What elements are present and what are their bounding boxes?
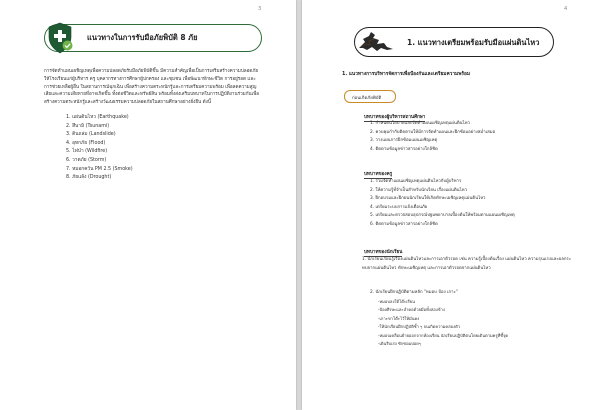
admin-item: 4. ติดตามข้อมูลข่าวสารอย่างใกล้ชิด xyxy=(370,146,438,152)
hazard-item: 1. แผ่นดินไหว (Earthquake) xyxy=(66,115,129,120)
before-disaster-text: ก่อนเกิดภัยพิบัติ xyxy=(352,95,382,101)
check-badge-icon xyxy=(62,40,73,51)
admin-item: 3. วางแผนการฝึกซ้อมแผนเผชิญเหตุ xyxy=(370,138,438,144)
hazard-item: 6. วาตภัย (Storm) xyxy=(66,158,107,163)
hazard-item: 7. หมอกควัน PM 2.5 (Smoke) xyxy=(66,166,133,172)
admin-item: 1. กำหนดนโยบายและจัดทำแผนเผชิญเหตุแผ่นดินไหว xyxy=(370,121,470,126)
teacher-role-title: บทบาทของครู xyxy=(364,172,393,177)
page-number: 3 xyxy=(258,6,262,12)
header-title: 1. แนวทางเตรียมพร้อมรับมือแผ่นดินไหว xyxy=(407,38,540,47)
teacher-item: 6. ติดตามข้อมูลข่าวสารอย่างใกล้ชิด xyxy=(370,222,438,227)
intro-paragraph: การจัดทำแผนเผชิญเหตุเพื่อความปลอดภัยรับมือภัยพิบัติขึ้น มีความสำคัญเพื่อเป็นการเสริมสร้างความปลอดภัยให้โรงเรียนแก่ผู้บริหาร ครู บุคลากรทางการศึกษาผู้ปกครอง และชุมชน เพื่อพัฒนาทักษะชีวิต การอยู่รอด และการช่วยเหลือผู้อื่น ในสถานการณ์ฉุกเฉิน เพื่อสร้างความตระหนักรู้และการเตรียมความพร้อม เพื่อลดความสูญเสียและความเสียหายที่อาจเกิดขึ้น ทั้งต่อชีวิตและทรัพย์สิน พร้อมทั้งส่งเสริมบทบาทในการปฏิบัติงานร่วมกันเพื่อสร้างความตระหนักรู้และสร้างวัฒนธรรมความปลอดภัยในสถานศึกษาอย่างยั่งยืน ดังนี้ xyxy=(44,69,259,106)
header-banner xyxy=(44,24,262,52)
section-title: 1. แนวทางการบริหารจัดการเพื่อป้องกันและเตรียมความพร้อม xyxy=(342,72,471,77)
student-step: -ป้องศีรษะและลำคอด้วยมือทั้งสองข้าง xyxy=(378,307,445,313)
student-intro: 1. นักเรียนเรียนรู้เรื่องแผ่นดินไหวและการเอาตัวรอด เช่น ความรู้เบื้องต้นเรื่อง แผ่นดินไหว ความรุนแรงและผลกระทบจากแผ่นดินไหว ทักษะเผชิญเหตุ และการเอาตัวรอดจากแผ่นดินไหว xyxy=(362,257,572,271)
teacher-item: 1. ร่วมจัดทำแผนเผชิญเหตุแผ่นดินไหวกับผู้บริหาร xyxy=(370,179,462,184)
admin-role-title: บทบาทของผู้บริหารสถานศึกษา xyxy=(364,115,426,120)
teacher-item: 4. เตรียมระบบการแจ้งเตือนภัย xyxy=(370,204,428,210)
page-number: 4 xyxy=(564,6,568,12)
student-step: -หมอบเคลื่อนย้ายออกจากห้องเรียน นักเรียนปฏิบัติตนโดยเดินตามครูที่ชี้จุด xyxy=(378,332,509,338)
hazard-item: 4. อุทกภัย (Flood) xyxy=(66,140,106,146)
earthquake-crack-icon xyxy=(357,30,395,52)
teacher-item: 3. ฝึกอบรมและฝึกฝนนักเรียนให้เกิดทักษะเผชิญเหตุแผ่นดินไหว xyxy=(370,196,486,202)
student-step: -หมอบลงใต้โต๊ะเรียน xyxy=(378,299,415,304)
header-title: แนวทางในการรับมือภัยพิบัติ 8 ภัย xyxy=(87,33,198,42)
student-step: -เดินรีบเร่ง ซักซอมบ่อยๆ xyxy=(378,341,421,346)
teacher-item: 5. เตรียมและตรวจสอบอุปกรณ์ปฐมพยาบาลเบื้องต้นให้พร้อมตามแผนเผชิญเหตุ xyxy=(370,213,515,219)
student-step: -ให้นักเรียนฝึกปฏิบัติซ้ำ ๆ จนเกิดความคล่องตัว xyxy=(378,324,461,330)
left-page xyxy=(0,0,296,410)
hazard-item: 5. ไฟป่า (Wildfire) xyxy=(66,149,108,155)
student-step: -เกาะขาโต๊ะไว้ให้มั่นคง xyxy=(378,315,420,321)
student-role-title: บทบาทของนักเรียน xyxy=(364,250,403,255)
hazard-item: 3. ดินถล่ม (Landslide) xyxy=(66,132,116,138)
student-item: 2. นักเรียนฝึกปฏิบัติตามหลัก "หมอบ ป้อง เกาะ" xyxy=(370,290,458,295)
hazard-item: 8. ภัยแล้ง (Drought) xyxy=(66,175,112,181)
right-page xyxy=(302,0,600,410)
teacher-item: 2. ให้ความรู้ที่จำเป็นสำหรับนักเรียน เรื่องแผ่นดินไหว xyxy=(370,187,467,193)
before-disaster-label xyxy=(344,90,396,103)
admin-item: 2. ควบคุมกำกับติดตามให้มีการจัดทำแผนและฝึกซ้อมอย่างสม่ำเสมอ xyxy=(370,129,496,135)
hazard-item: 2. สึนามิ (Tsunami) xyxy=(66,123,110,129)
